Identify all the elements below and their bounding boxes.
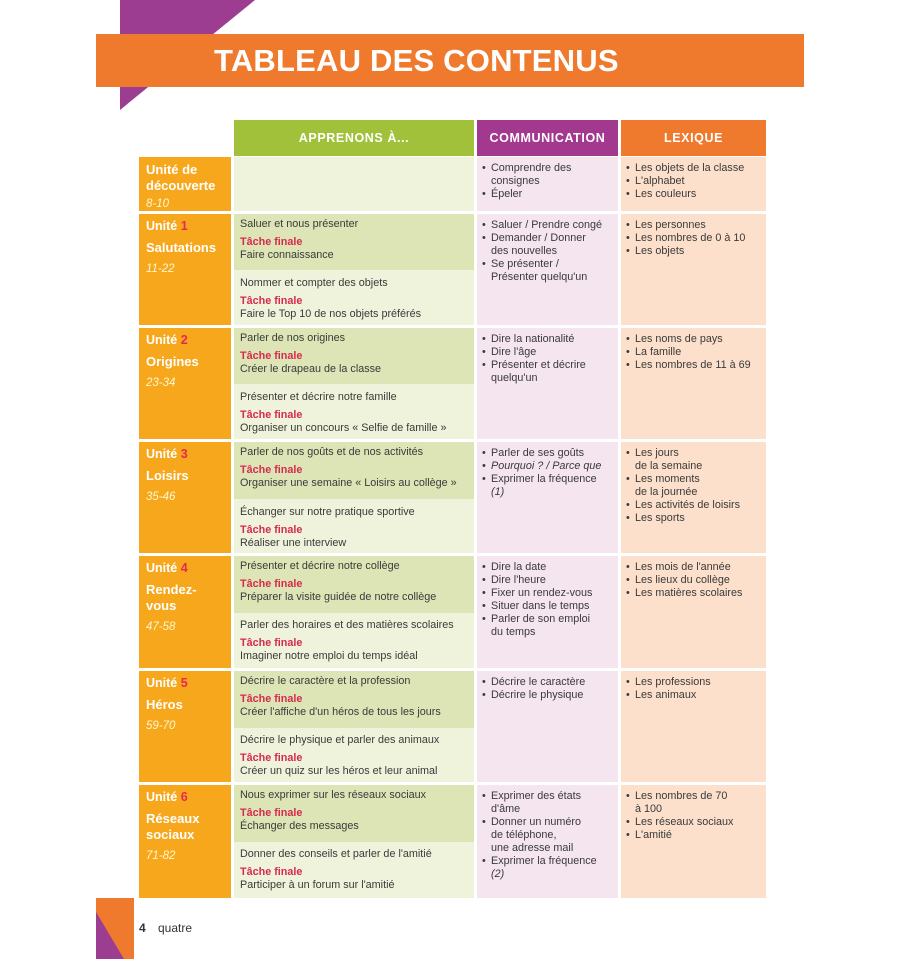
tache-finale-label: Tâche finale [240, 866, 303, 878]
list-item: • Se présenter / Présenter quelqu'un [482, 258, 614, 284]
tache-finale-text: Préparer la visite guidée de notre collège [240, 591, 437, 603]
objective: Parler de nos origines [240, 332, 346, 344]
communication-cell-5 [477, 671, 618, 782]
apprenons-cell [234, 384, 474, 439]
list-item: • Exprimer la fréquence [482, 473, 614, 486]
tache-finale-label: Tâche finale [240, 578, 303, 590]
lexique-cell-decouverte [621, 157, 766, 211]
tache-finale-text: Créer un quiz sur les héros et leur animal [240, 765, 438, 777]
unit-name: Héros [146, 697, 183, 712]
tache-finale-text: Imaginer notre emploi du temps idéal [240, 650, 418, 662]
list-item: • Fixer un rendez-vous [482, 587, 614, 600]
list-item: • Les lieux du collège [626, 574, 762, 587]
list-item: • Les personnes [626, 219, 762, 232]
list-item: • Dire la date [482, 561, 614, 574]
list-item: • Comprendre des consignes [482, 162, 614, 188]
tache-finale-label: Tâche finale [240, 524, 303, 536]
unit-cell-2 [139, 328, 231, 439]
lexique-cell-6 [621, 785, 766, 898]
objective: Nommer et compter des objets [240, 277, 388, 289]
apprenons-cell [234, 613, 474, 668]
header-apprenons: APPRENONS À... [234, 120, 474, 156]
objective: Saluer et nous présenter [240, 218, 359, 230]
unit-number: 1 [180, 219, 188, 233]
unit-cell-3 [139, 442, 231, 553]
objective: Donner des conseils et parler de l'amitié [240, 848, 432, 860]
objective: Échanger sur notre pratique sportive [240, 506, 415, 518]
tache-finale-text: Faire le Top 10 de nos objets préférés [240, 308, 422, 320]
objective: Parler des horaires et des matières scolaires [240, 619, 454, 631]
list-item: • Dire l'heure [482, 574, 614, 587]
list-item: • Les réseaux sociaux [626, 816, 762, 829]
communication-cell-decouverte [477, 157, 618, 211]
footer-decoration-purple [96, 912, 124, 959]
list-item: • Les mois de l'année [626, 561, 762, 574]
list-item: • Saluer / Prendre congé [482, 219, 614, 232]
objective: Nous exprimer sur les réseaux sociaux [240, 789, 427, 801]
tache-finale-text: Échanger des messages [240, 820, 359, 832]
apprenons-cell [234, 556, 474, 613]
unit-number: 2 [180, 333, 188, 347]
page-number: 4 [139, 921, 146, 935]
list-item: • Les moments de la journée [626, 473, 762, 499]
unit-label: Unité [146, 561, 178, 575]
list-item: • Dire la nationalité [482, 333, 614, 346]
list-item: • Les objets [626, 245, 762, 258]
tache-finale-label: Tâche finale [240, 464, 303, 476]
unit-pages: 59-70 [146, 720, 176, 732]
unit-number: 4 [180, 561, 188, 575]
tache-finale-text: Participer à un forum sur l'amitié [240, 879, 395, 891]
list-item: • Parler de son emploi du temps [482, 613, 614, 639]
header-communication: COMMUNICATION [477, 120, 618, 156]
list-item: • Donner un numéro de téléphone, une adresse mail [482, 816, 614, 855]
list-item: • Dire l'âge [482, 346, 614, 359]
list-item: • Les nombres de 70 à 100 [626, 790, 762, 816]
tache-finale-label: Tâche finale [240, 693, 303, 705]
unit-pages: 35-46 [146, 491, 176, 503]
unit-pages: 23-34 [146, 377, 176, 389]
apprenons-cell [234, 442, 474, 499]
communication-cell-3 [477, 442, 618, 553]
list-item: • Les nombres de 11 à 69 [626, 359, 762, 372]
tache-finale-label: Tâche finale [240, 409, 303, 421]
apprenons-cell [234, 842, 474, 898]
list-item: • Pourquoi ? / Parce que [482, 460, 614, 473]
unit-cell-1 [139, 214, 231, 325]
tache-finale-label: Tâche finale [240, 807, 303, 819]
unit-cell-decouverte [139, 157, 231, 211]
unit-name: Loisirs [146, 468, 189, 483]
list-item: • Épeler [482, 188, 614, 201]
apprenons-cell [234, 728, 474, 782]
unit-pages: 11-22 [146, 263, 175, 275]
tache-finale-text: Organiser un concours « Selfie de famille » [240, 422, 447, 434]
unit-pages: 47-58 [146, 621, 176, 633]
unit-label: Unité de découverte [146, 162, 216, 193]
list-item: • Les animaux [626, 689, 762, 702]
unit-label: Unité [146, 676, 178, 690]
list-item: • Décrire le physique [482, 689, 614, 702]
lexique-cell-1 [621, 214, 766, 325]
list-item: • Parler de ses goûts [482, 447, 614, 460]
reference-note: (2) [491, 868, 505, 880]
communication-cell-6 [477, 785, 618, 898]
objective: Présenter et décrire notre famille [240, 391, 397, 403]
tache-finale-text: Créer le drapeau de la classe [240, 363, 382, 375]
objective: Décrire le physique et parler des animaux [240, 734, 440, 746]
communication-cell-2 [477, 328, 618, 439]
unit-label: Unité [146, 790, 178, 804]
communication-cell-4 [477, 556, 618, 668]
apprenons-cell [234, 214, 474, 270]
lexique-cell-3 [621, 442, 766, 553]
objective: Présenter et décrire notre collège [240, 560, 400, 572]
tache-finale-text: Faire connaissance [240, 249, 334, 261]
page-title: TABLEAU DES CONTENUS [214, 43, 619, 78]
list-item: • Décrire le caractère [482, 676, 614, 689]
list-item: • Les noms de pays [626, 333, 762, 346]
list-item: • L'alphabet [626, 175, 762, 188]
objective: Parler de nos goûts et de nos activités [240, 446, 424, 458]
unit-number: 6 [180, 790, 188, 804]
unit-name: Réseaux sociaux [146, 811, 200, 842]
objective: Décrire le caractère et la profession [240, 675, 411, 687]
list-item: • Les activités de loisirs [626, 499, 762, 512]
lexique-cell-5 [621, 671, 766, 782]
list-item: • Situer dans le temps [482, 600, 614, 613]
tache-finale-label: Tâche finale [240, 752, 303, 764]
unit-label: Unité [146, 333, 178, 347]
tache-finale-label: Tâche finale [240, 637, 303, 649]
list-item: • Les sports [626, 512, 762, 525]
list-item: • Les objets de la classe [626, 162, 762, 175]
list-item: • Exprimer la fréquence [482, 855, 614, 868]
unit-cell-4 [139, 556, 231, 668]
tache-finale-text: Organiser une semaine « Loisirs au collège » [240, 477, 457, 489]
unit-name: Rendez- vous [146, 582, 197, 613]
unit-label: Unité [146, 447, 178, 461]
list-item: • Les professions [626, 676, 762, 689]
list-item: • Les jours de la semaine [626, 447, 762, 473]
list-item: • Présenter et décrire quelqu'un [482, 359, 614, 385]
unit-pages: 71-82 [146, 850, 176, 862]
unit-number: 3 [180, 447, 188, 461]
tache-finale-text: Réaliser une interview [240, 537, 347, 549]
unit-pages: 8-10 [146, 198, 170, 210]
tache-finale-label: Tâche finale [240, 236, 303, 248]
unit-name: Origines [146, 354, 199, 369]
unit-number: 5 [180, 676, 188, 690]
unit-name: Salutations [146, 240, 217, 255]
page-number-word: quatre [158, 921, 193, 935]
list-item: • La famille [626, 346, 762, 359]
unit-cell-5 [139, 671, 231, 782]
reference-note: (1) [491, 486, 505, 498]
communication-cell-1 [477, 214, 618, 325]
apprenons-cell [234, 499, 474, 553]
list-item: • Les nombres de 0 à 10 [626, 232, 762, 245]
list-item: • L'amitié [626, 829, 762, 842]
lexique-cell-2 [621, 328, 766, 439]
tache-finale-text: Créer l'affiche d'un héros de tous les jours [240, 706, 441, 718]
list-item: • Les matières scolaires [626, 587, 762, 600]
header-lexique: LEXIQUE [621, 120, 766, 156]
list-item: • Demander / Donner des nouvelles [482, 232, 614, 258]
unit-cell-6 [139, 785, 231, 898]
apprenons-cell [234, 785, 474, 842]
unit-label: Unité [146, 219, 178, 233]
apprenons-cell [234, 671, 474, 728]
apprenons-cell [234, 270, 474, 325]
apprenons-cell [234, 328, 474, 384]
list-item: • Exprimer des états d'âme [482, 790, 614, 816]
tache-finale-label: Tâche finale [240, 350, 303, 362]
apprenons-cell-decouverte [234, 157, 474, 211]
list-item: • Les couleurs [626, 188, 762, 201]
lexique-cell-4 [621, 556, 766, 668]
tache-finale-label: Tâche finale [240, 295, 303, 307]
